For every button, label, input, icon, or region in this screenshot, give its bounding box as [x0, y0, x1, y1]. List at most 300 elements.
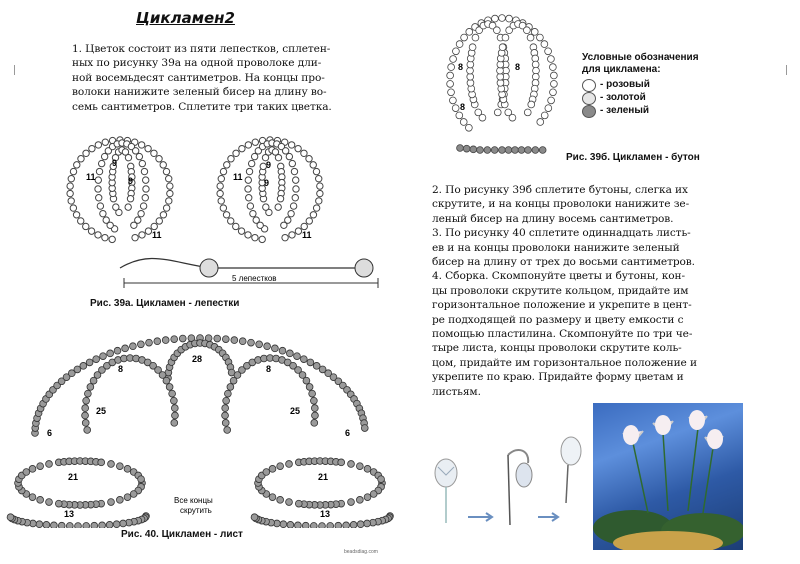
- bead: [83, 150, 89, 156]
- bead: [465, 124, 472, 131]
- bud-stage-1: [435, 459, 457, 523]
- bead: [251, 514, 258, 521]
- twist-marker: [355, 259, 373, 277]
- bead-count-label: 21: [318, 472, 329, 482]
- bead: [310, 397, 317, 404]
- bead: [499, 147, 506, 154]
- bead: [461, 34, 468, 41]
- text-line: ной восемьдесят сантиметров. На концы про-: [72, 71, 325, 84]
- bead: [303, 377, 310, 384]
- bead-count-label: 8: [515, 62, 521, 72]
- bead: [228, 218, 234, 224]
- bead: [116, 496, 123, 503]
- bead: [499, 15, 506, 22]
- bead: [525, 147, 532, 154]
- bead: [163, 168, 169, 174]
- bead: [491, 147, 498, 154]
- bead: [233, 150, 239, 156]
- step-1-text: [72, 42, 378, 114]
- gold-bead-swatch: [582, 92, 596, 105]
- bead: [139, 160, 145, 166]
- bead: [100, 353, 107, 360]
- bead: [275, 154, 281, 160]
- bead: [545, 48, 552, 55]
- bead: [484, 147, 491, 154]
- page-edge-mark: [14, 65, 15, 75]
- bead: [89, 145, 95, 151]
- bead: [172, 412, 179, 419]
- bead: [169, 390, 176, 397]
- bead: [289, 160, 295, 166]
- bead: [505, 109, 512, 116]
- bead: [343, 522, 350, 528]
- bead: [356, 496, 363, 503]
- bead: [98, 459, 105, 466]
- bead: [217, 183, 223, 189]
- bead: [224, 162, 230, 168]
- bead: [156, 156, 162, 162]
- bead-count-label: 11: [302, 230, 312, 240]
- bead: [102, 234, 108, 240]
- bead: [518, 147, 525, 154]
- bead: [293, 186, 299, 192]
- bead: [46, 461, 53, 468]
- bead: [256, 341, 263, 348]
- bead: [130, 491, 137, 498]
- bead: [129, 343, 136, 350]
- text-line: тыре листа, концы проволоки скрутите коль-: [432, 342, 682, 355]
- bead: [231, 337, 238, 344]
- bead: [74, 162, 80, 168]
- bead: [311, 405, 318, 412]
- bead: [477, 147, 484, 154]
- bead: [58, 522, 65, 528]
- bead: [252, 234, 258, 240]
- bead: [550, 89, 557, 96]
- source-footer: beadsdiag.com: [344, 549, 378, 555]
- bead: [75, 523, 82, 528]
- bead: [537, 34, 544, 41]
- bead: [23, 469, 30, 476]
- right-page: [400, 0, 800, 564]
- bead: [259, 236, 265, 242]
- bead: [548, 56, 555, 63]
- bead: [472, 34, 479, 41]
- bead-strands: [67, 137, 323, 243]
- bead: [457, 145, 464, 152]
- bead: [114, 347, 121, 354]
- bead: [548, 97, 555, 104]
- bead: [142, 195, 148, 201]
- bead: [36, 521, 43, 528]
- bead: [29, 494, 36, 501]
- bead: [145, 145, 151, 151]
- bead: [245, 177, 251, 183]
- bead: [294, 353, 301, 360]
- bead: [302, 522, 309, 528]
- bead: [82, 405, 89, 412]
- bead: [91, 522, 98, 528]
- bead: [295, 228, 301, 234]
- bead: [550, 80, 557, 87]
- photo-illustration: [593, 403, 743, 550]
- bead: [364, 465, 371, 472]
- text-line: 2. По рисунку 39б сплетите бутоны, слегка их: [432, 184, 688, 196]
- bead: [70, 168, 76, 174]
- bead: [310, 523, 317, 528]
- bead: [171, 405, 178, 412]
- bead: [253, 217, 259, 223]
- finished-cyclamen-photo: [593, 403, 743, 550]
- bead: [295, 500, 302, 507]
- bead: [286, 499, 293, 506]
- bead: [316, 198, 322, 204]
- bead: [108, 461, 115, 468]
- bead: [293, 177, 299, 183]
- bead: [95, 186, 101, 192]
- bead: [447, 80, 454, 87]
- bead: [141, 168, 147, 174]
- bead: [277, 196, 283, 202]
- bead: [251, 153, 257, 159]
- bead: [109, 236, 115, 242]
- bead: [309, 390, 316, 397]
- bead: [99, 522, 106, 528]
- bead: [37, 496, 44, 503]
- bead: [220, 205, 226, 211]
- bead: [233, 223, 239, 229]
- bead: [136, 153, 142, 159]
- bead: [264, 343, 271, 350]
- bead: [167, 190, 173, 196]
- bead: [108, 499, 115, 506]
- bead: [470, 146, 477, 153]
- bead: [139, 232, 145, 238]
- bead: [179, 335, 186, 342]
- bead: [127, 196, 133, 202]
- bead-count-label: 8: [460, 102, 466, 112]
- bead: [223, 397, 230, 404]
- bead: [86, 359, 93, 366]
- bead: [272, 345, 279, 352]
- bead: [37, 463, 44, 470]
- bead: [83, 523, 90, 528]
- bead-count-label: 8: [118, 364, 124, 374]
- bead-count-label: 9: [264, 178, 270, 188]
- bead: [532, 147, 539, 154]
- bead: [145, 228, 151, 234]
- bead: [68, 198, 74, 204]
- bud-assembly-illustration: [428, 425, 588, 535]
- bead: [275, 204, 281, 210]
- bead: [84, 390, 91, 397]
- bead: [279, 347, 286, 354]
- bead: [456, 112, 463, 119]
- bead: [361, 425, 368, 432]
- bead: [125, 154, 131, 160]
- bead-count-label: 6: [47, 428, 53, 438]
- bead: [527, 34, 534, 41]
- bead: [531, 28, 538, 35]
- bead: [348, 461, 355, 468]
- text-line: бисер на длину от трех до восьми сантиметров.: [432, 256, 695, 269]
- legend-item-gold: [600, 92, 646, 103]
- bead: [319, 523, 326, 528]
- bead: [43, 521, 50, 528]
- bead: [163, 205, 169, 211]
- text-line: цом, придайте им горизонтальное положение и: [432, 356, 697, 369]
- bead: [222, 419, 229, 426]
- bead-count-label: 11: [86, 172, 96, 182]
- bead: [506, 15, 513, 22]
- bead: [450, 56, 457, 63]
- bead: [291, 168, 297, 174]
- bead: [505, 147, 512, 154]
- bead: [277, 463, 284, 470]
- bead: [549, 64, 556, 71]
- bead: [143, 177, 149, 183]
- bead: [294, 522, 301, 528]
- bead: [338, 459, 345, 466]
- page-title: Цикламен2: [136, 9, 235, 27]
- bead: [300, 356, 307, 363]
- text-line: цы проволоки скрутите кольцом, придайте им: [432, 284, 689, 297]
- bead: [113, 204, 119, 210]
- bead: [281, 222, 287, 228]
- bead: [113, 521, 120, 528]
- bead: [286, 461, 293, 468]
- bead: [116, 463, 123, 470]
- bead: [301, 223, 307, 229]
- bead: [93, 356, 100, 363]
- bead: [84, 427, 91, 434]
- legend-item-green: [600, 105, 649, 116]
- bead: [80, 362, 87, 369]
- bead: [167, 183, 173, 189]
- bead: [306, 384, 313, 391]
- bead-count-label: 9: [266, 160, 272, 170]
- bead-count-label: 9: [112, 158, 118, 168]
- bead: [311, 419, 318, 426]
- bead: [456, 41, 463, 48]
- bead-count-label: 25: [96, 406, 107, 416]
- bead: [100, 210, 106, 216]
- bead: [449, 97, 456, 104]
- bead: [132, 148, 138, 154]
- bead: [95, 142, 101, 148]
- bead-count-label: 25: [290, 406, 301, 416]
- bead: [214, 335, 221, 342]
- bead: [166, 198, 172, 204]
- bead: [313, 168, 319, 174]
- bead: [82, 412, 89, 419]
- bead-count-label: 11: [152, 230, 162, 240]
- bead: [499, 44, 506, 51]
- bead: [218, 176, 224, 182]
- bead: [475, 109, 482, 116]
- bead: [316, 176, 322, 182]
- bead: [67, 190, 73, 196]
- text-line: скрутите, и на концы проволоки нанижите зе-: [432, 198, 690, 211]
- bead: [107, 350, 114, 357]
- bead-count-label: 9: [128, 176, 134, 186]
- bead: [524, 109, 531, 116]
- text-line: 1. Цветок состоит из пяти лепестков, сплетен-: [72, 43, 331, 55]
- bead: [528, 101, 535, 108]
- bead: [170, 397, 177, 404]
- bead: [327, 523, 334, 528]
- bead: [494, 109, 501, 116]
- bead: [348, 499, 355, 506]
- arrow-icon: [538, 513, 558, 521]
- bead-count-label: 13: [64, 509, 75, 519]
- bead: [310, 212, 316, 218]
- bead: [463, 145, 470, 152]
- bead: [295, 145, 301, 151]
- bead: [512, 147, 519, 154]
- bead: [151, 150, 157, 156]
- bead: [218, 198, 224, 204]
- bead: [143, 186, 149, 192]
- bead: [312, 412, 319, 419]
- bead: [239, 145, 245, 151]
- bead: [246, 195, 252, 201]
- bead: [70, 205, 76, 211]
- bead: [67, 183, 73, 189]
- bead: [545, 105, 552, 112]
- bead: [78, 156, 84, 162]
- bead: [247, 203, 253, 209]
- bead: [83, 223, 89, 229]
- text-line: 3. По рисунку 40 сплетите одиннадцать листь-: [432, 227, 691, 240]
- text-line: 4. Сборка. Скомпонуйте цветы и бутоны, кон-: [432, 270, 685, 283]
- bead: [95, 232, 101, 238]
- bead: [263, 204, 269, 210]
- bead: [310, 162, 316, 168]
- bead-count-label: 13: [320, 509, 331, 519]
- bead: [163, 377, 170, 384]
- text-line: горизонтальное положение и укрепите в цент-: [432, 299, 692, 312]
- bead: [87, 384, 94, 391]
- twist-marker: [200, 259, 218, 277]
- bead-count-label: 11: [233, 172, 243, 182]
- bead: [280, 521, 287, 528]
- bead: [282, 148, 288, 154]
- bead: [227, 384, 234, 391]
- bead: [98, 160, 104, 166]
- bead: [131, 222, 137, 228]
- bead: [171, 419, 178, 426]
- bead: [138, 476, 145, 483]
- bead: [82, 419, 89, 426]
- bead: [166, 384, 173, 391]
- bead: [140, 203, 146, 209]
- bead: [306, 156, 312, 162]
- bead: [137, 341, 144, 348]
- bead: [222, 412, 229, 419]
- bead: [106, 521, 113, 528]
- bead: [228, 156, 234, 162]
- bead: [248, 339, 255, 346]
- bead-count-label: 21: [68, 472, 79, 482]
- twist-note: скрутить: [180, 506, 212, 515]
- bead: [220, 168, 226, 174]
- legend-title-line: для цикламена:: [582, 64, 661, 75]
- bead-count-label: 8: [266, 364, 272, 374]
- bead: [356, 463, 363, 470]
- legend-title-line: Условные обозначения: [582, 52, 699, 63]
- bead: [132, 234, 138, 240]
- green-bead-swatch: [582, 105, 596, 118]
- bead: [223, 212, 229, 218]
- bead: [83, 397, 90, 404]
- bead: [96, 168, 102, 174]
- bead: [263, 469, 270, 476]
- bead: [66, 523, 73, 528]
- text-line: укрепите по краю. Придайте форму цветам и: [432, 371, 684, 384]
- bead: [222, 336, 229, 343]
- bead: [239, 338, 246, 345]
- bead: [448, 64, 455, 71]
- text-line: ных по рисунку 39а на одной проволоке дли-: [72, 57, 322, 70]
- legend-label: - золотой: [600, 92, 646, 103]
- bead-count-label: 6: [345, 428, 351, 438]
- bead: [166, 176, 172, 182]
- bead: [146, 339, 153, 346]
- bead: [160, 212, 166, 218]
- bead: [50, 522, 57, 528]
- bead: [370, 491, 377, 498]
- bead: [125, 204, 131, 210]
- figure-40-caption: Рис. 40. Цикламен - лист: [121, 529, 243, 540]
- legend-label: - розовый: [600, 79, 650, 90]
- bead: [286, 350, 293, 357]
- bead: [523, 27, 530, 34]
- figure-39b-caption: Рис. 39б. Цикламен - бутон: [566, 152, 700, 163]
- bead: [313, 205, 319, 211]
- bead: [29, 465, 36, 472]
- bead: [290, 203, 296, 209]
- length-label: 5 лепестков: [232, 274, 277, 283]
- text-line: помощью пластилина. Скомпонуйте по три че-: [432, 328, 693, 341]
- bead: [122, 345, 129, 352]
- bead: [245, 142, 251, 148]
- bead: [222, 405, 229, 412]
- bead: [245, 232, 251, 238]
- bead: [162, 337, 169, 344]
- text-line: ре подходящей по размеру и цвету емкости с: [432, 313, 684, 326]
- wire-line: [120, 258, 360, 268]
- bead: [101, 153, 107, 159]
- bead: [102, 139, 108, 145]
- bead: [447, 72, 454, 79]
- text-line: листьям.: [432, 385, 481, 398]
- bead: [541, 112, 548, 119]
- bead: [466, 28, 473, 35]
- bead: [292, 195, 298, 201]
- legend-label: - зеленый: [600, 105, 650, 116]
- bead: [378, 476, 385, 483]
- bead: [317, 190, 323, 196]
- bead: [73, 212, 79, 218]
- bead: [88, 228, 94, 234]
- bead: [537, 119, 544, 126]
- bead: [103, 217, 109, 223]
- bud-stage-3: [561, 437, 581, 503]
- bead: [277, 496, 284, 503]
- bead: [301, 150, 307, 156]
- bead: [252, 139, 258, 145]
